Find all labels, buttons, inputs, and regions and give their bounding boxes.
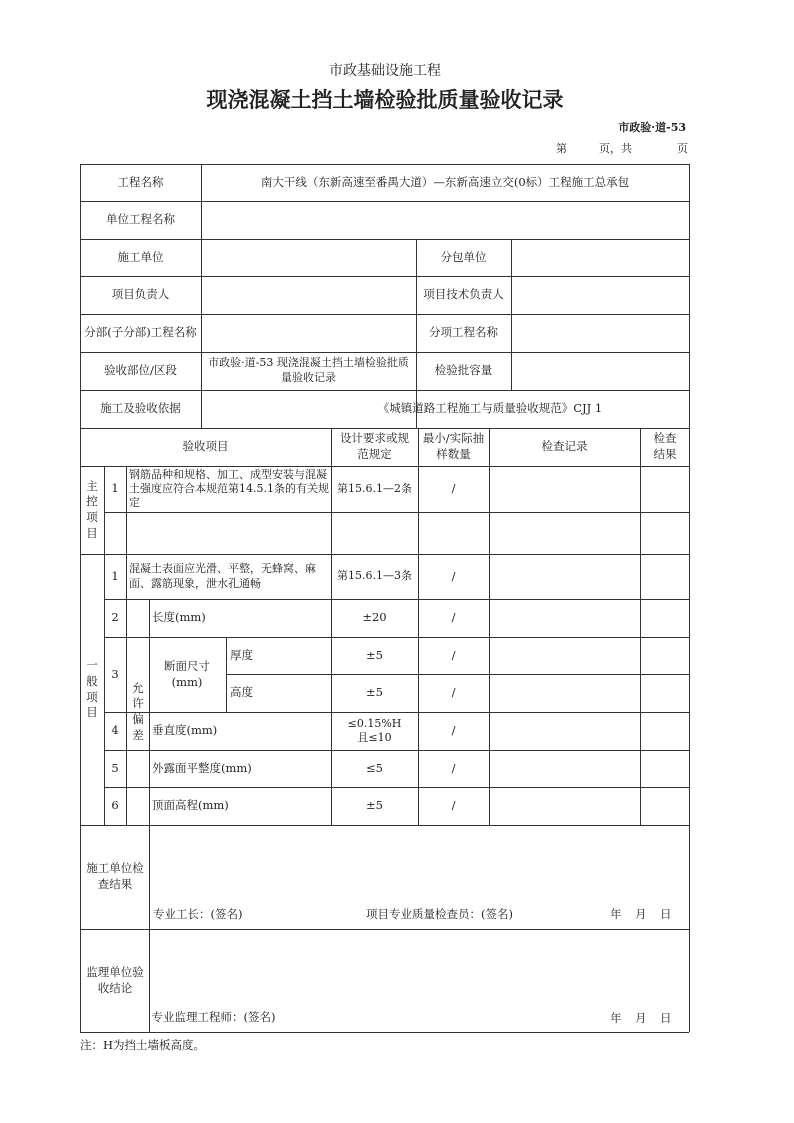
subitem-label: 分项工程名称 xyxy=(429,325,498,340)
col-design-header: 设计要求或规范规定 xyxy=(340,431,409,461)
item-sample: / xyxy=(451,798,456,813)
contractor-label: 施工单位 xyxy=(117,249,164,264)
item-number: 1 xyxy=(111,481,119,496)
project-name-label: 工程名称 xyxy=(117,174,164,189)
division-label: 分部(子分部)工程名称 xyxy=(84,325,197,340)
tolerance-label: 允许偏差 xyxy=(132,680,144,742)
basis-label: 施工及验收依据 xyxy=(100,401,181,416)
item-design: ≤0.15%H且≤10 xyxy=(347,716,402,744)
form-code: 市政验·道-53 xyxy=(618,121,686,134)
item-number: 3 xyxy=(111,666,119,681)
supervision-date[interactable]: 年 月 日 xyxy=(610,1011,673,1025)
subitem-field[interactable] xyxy=(511,314,689,352)
item-design: ≤5 xyxy=(366,760,383,775)
item-design: 第15.6.1—3条 xyxy=(337,569,412,583)
item-design: ±20 xyxy=(362,610,387,625)
page-title: 现浇混凝土挡土墙检验批质量验收记录 xyxy=(206,88,564,112)
construction-date[interactable]: 年 月 日 xyxy=(610,907,673,921)
construction-check-label: 施工单位检查结果 xyxy=(86,861,144,891)
location-label: 验收部位/区段 xyxy=(104,363,177,378)
contractor-field[interactable] xyxy=(201,239,416,276)
item-sample: / xyxy=(451,723,456,738)
subcontractor-field[interactable] xyxy=(511,239,689,276)
item-text: 顶面高程(mm) xyxy=(152,798,229,813)
item-number: 4 xyxy=(111,723,119,738)
supervision-label: 监理单位验收结论 xyxy=(86,964,144,995)
foreman-signature[interactable]: 专业工长：(签名) xyxy=(153,907,243,921)
item-sample: / xyxy=(451,760,456,775)
col-item-header: 验收项目 xyxy=(182,439,229,454)
item-text: 长度(mm) xyxy=(152,610,206,625)
unit-project-field[interactable] xyxy=(201,201,689,239)
page-number-gong: 页，共 xyxy=(599,142,632,155)
general-label: 一般项目 xyxy=(86,658,98,720)
item-number: 5 xyxy=(111,760,119,775)
location-value: 市政验·道-53 现浇混凝土挡土墙检验批质量验收记录 xyxy=(208,356,409,384)
item-text: 高度 xyxy=(230,685,253,700)
section-label: 断面尺寸(mm) xyxy=(164,658,210,689)
page-number-ye: 页 xyxy=(677,142,688,155)
unit-project-label: 单位工程名称 xyxy=(106,212,175,227)
item-design: ±5 xyxy=(366,685,383,700)
tech-lead-label: 项目技术负责人 xyxy=(423,287,504,302)
item-sample: / xyxy=(451,685,456,700)
item-text: 混凝土表面应光滑、平整，无蜂窝、麻面、露筋现象，泄水孔通畅 xyxy=(129,562,316,590)
item-number: 1 xyxy=(111,568,119,583)
tech-lead-field[interactable] xyxy=(511,276,689,314)
capacity-field[interactable] xyxy=(511,352,689,390)
item-design: 第15.6.1—2条 xyxy=(337,481,412,495)
item-number: 2 xyxy=(111,610,119,625)
item-text: 钢筋品种和规格、加工、成型安装与混凝土强度应符合本规范第14.5.1条的有关规定 xyxy=(129,467,329,510)
item-design: ±5 xyxy=(366,647,383,662)
item-text: 厚度 xyxy=(230,647,253,662)
col-result-header: 检查结果 xyxy=(653,431,677,461)
page-number-di: 第 xyxy=(556,142,567,155)
subcontractor-label: 分包单位 xyxy=(440,249,487,264)
item-sample: / xyxy=(451,481,456,496)
project-name-value: 南大干线（东新高速至番禺大道）—东新高速立交(0标）工程施工总承包 xyxy=(260,174,630,189)
item-sample: / xyxy=(451,610,456,625)
item-sample: / xyxy=(451,568,456,583)
col-record-header: 检查记录 xyxy=(541,439,588,454)
series-title: 市政基础设施工程 xyxy=(329,63,441,79)
basis-value: 《城镇道路工程施工与质量验收规范》CJJ 1 xyxy=(377,401,603,416)
item-sample: / xyxy=(451,647,456,662)
item-design: ±5 xyxy=(366,798,383,813)
division-field[interactable] xyxy=(201,314,416,352)
item-number: 6 xyxy=(111,798,119,813)
pm-field[interactable] xyxy=(201,276,416,314)
pm-label: 项目负责人 xyxy=(111,287,170,302)
main-control-label: 主控项目 xyxy=(86,478,98,540)
capacity-label: 检验批容量 xyxy=(434,363,493,378)
item-text: 外露面平整度(mm) xyxy=(152,760,252,775)
supervisor-signature[interactable]: 专业监理工程师：(签名) xyxy=(151,1009,276,1024)
col-sample-header: 最小/实际抽样数量 xyxy=(422,431,485,461)
footnote: 注：H为挡土墙板高度。 xyxy=(80,1038,206,1052)
item-text: 垂直度(mm) xyxy=(152,723,218,738)
inspector-signature[interactable]: 项目专业质量检查员：(签名) xyxy=(366,907,513,921)
